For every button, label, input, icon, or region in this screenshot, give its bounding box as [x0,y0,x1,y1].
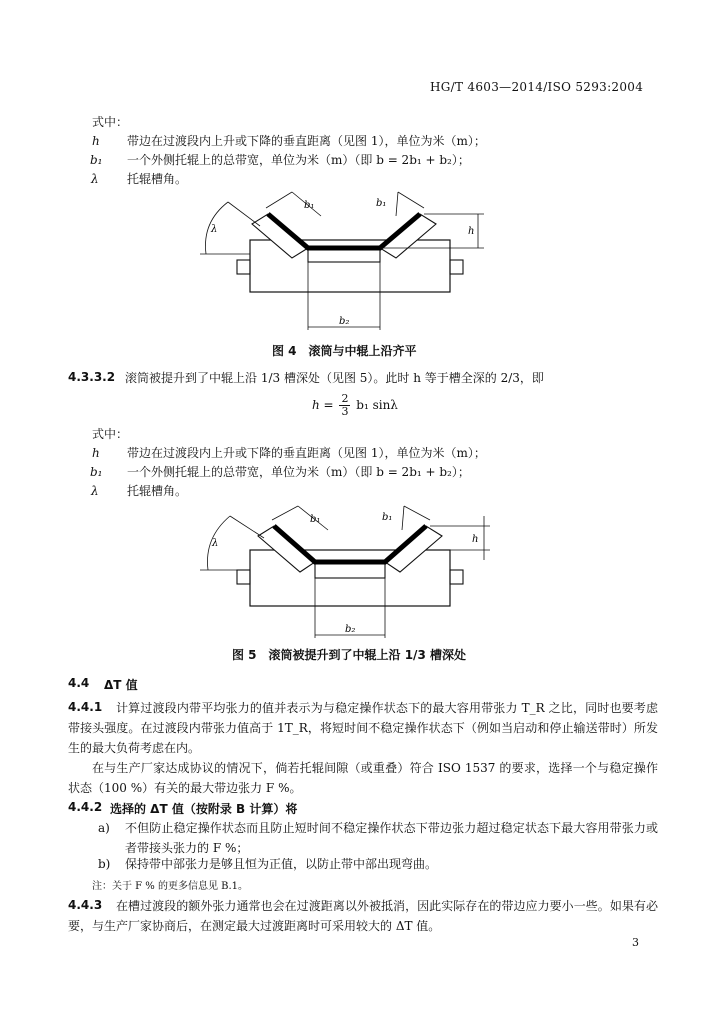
where-label: 式中： [92,427,129,441]
def-text: 带边在过渡段内上升或下降的垂直距离（见图 1），单位为米（m）； [127,134,486,148]
label-b2: b₂ [339,316,350,327]
label-lambda: λ [212,538,219,549]
def-symbol: h [92,134,100,148]
note: 注：关于 F % 的更多信息见 B.1。 [92,881,249,892]
list-label: a) [98,821,110,835]
section-number: 4.3.3.2 [68,370,116,384]
list-label: b) [98,857,111,871]
def-text: 一个外侧托辊上的总带宽，单位为米（m）（即 b = 2b₁ + b₂）； [127,465,470,479]
def-text: 一个外侧托辊上的总带宽，单位为米（m）（即 b = 2b₁ + b₂）； [127,153,470,167]
formula-rhs: b₁ sinλ [356,398,398,412]
def-symbol: λ [91,172,99,186]
section-title: ΔT 值 [104,678,138,692]
paragraph: 计算过渡段内带平均张力的值并表示为与稳定操作状态下的最大容用带张力 T_R 之比，同时也要考虑带接头强度。在过渡段内带张力值高于 1T_R，将短时间不稳定操作状态下（例如当启动和停止输送带时）所发生的最大负荷考虑在内。 [68,701,658,755]
section-number: 4.4.3 [68,898,103,912]
def-text: 带边在过渡段内上升或下降的垂直距离（见图 1），单位为米（m）； [127,446,486,460]
def-symbol: h [92,446,100,460]
formula-denominator: 3 [341,405,349,418]
figure-5-diagram [190,504,510,644]
def-text: 托辊槽角。 [127,172,188,186]
section-title: 选择的 ΔT 值（按附录 B 计算）将 [110,802,298,816]
standard-code: HG/T 4603—2014/ISO 5293:2004 [430,80,644,94]
list-item: 不但防止稳定操作状态而且防止短时间不稳定操作状态下带边张力超过稳定状态下最大容用带张力或者带接头张力的 F %； [125,821,658,855]
paragraph: 在槽过渡段的额外张力通常也会在过渡距离以外被抵消，因此实际存在的带边应力要小一些。如果有必要，与生产厂家协商后，在测定最大过渡距离时可采用较大的 ΔT 值。 [68,899,658,933]
label-lambda: λ [211,224,218,235]
formula-fraction [339,393,350,418]
label-b1-left: b₁ [304,200,315,211]
figure-5-caption: 图 5 滚筒被提升到了中辊上沿 1/3 槽深处 [232,648,466,662]
label-b1-left: b₁ [310,514,321,525]
label-b1-right: b₁ [376,198,387,209]
paragraph: 在与生产厂家达成协议的情况下，倘若托辊间隙（或重叠）符合 ISO 1537 的要求，选择一个与稳定操作状态（100 %）有关的最大带边张力 F %。 [68,761,658,795]
list-item: 保持带中部张力是够且恒为正值，以防止带中部出现弯曲。 [125,857,438,871]
formula [312,393,398,418]
where-label: 式中： [92,115,129,129]
def-symbol: b₁ [90,153,103,167]
label-h: h [468,226,475,237]
label-b2: b₂ [345,624,356,635]
def-symbol: λ [91,484,99,498]
label-b1-right: b₁ [382,512,393,523]
section-number: 4.4.2 [68,800,103,814]
def-text: 托辊槽角。 [127,484,188,498]
section-text: 滚筒被提升到了中辊上沿 1/3 槽深处（见图 5）。此时 h 等于槽全深的 2/3，即 [125,371,544,385]
page-number: 3 [632,936,639,949]
section-number: 4.4.1 [68,700,103,714]
figure-4-caption: 图 4 滚筒与中辊上沿齐平 [272,344,417,358]
formula-lhs: h = [312,398,334,412]
label-h: h [472,534,479,545]
section-number: 4.4 [68,676,90,690]
def-symbol: b₁ [90,465,103,479]
formula-numerator: 2 [341,392,349,405]
figure-4-diagram [180,186,520,336]
